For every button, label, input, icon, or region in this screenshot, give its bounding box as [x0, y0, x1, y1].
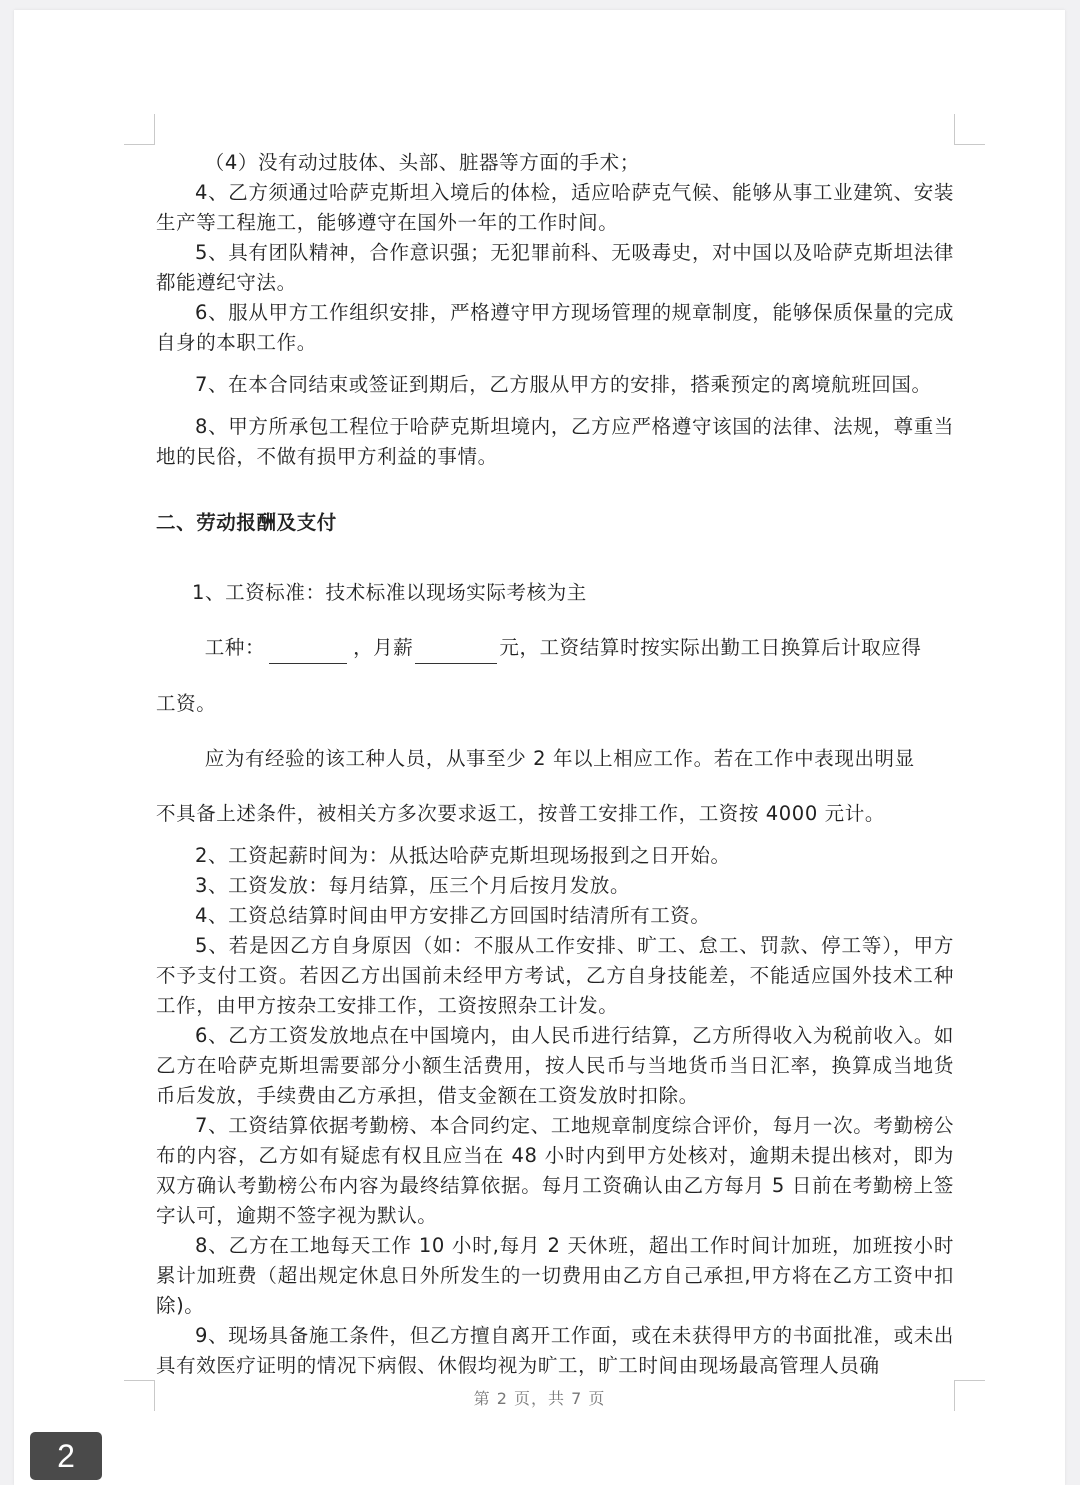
wage-item-5: 5、若是因乙方自身原因（如：不服从工作安排、旷工、怠工、罚款、停工等），甲方不予支付工资。若因乙方出国前未经甲方考试，乙方自身技能差，不能适应国外技术工种工作，由甲方按杂工安排工作，工资按照杂工计发。 [156, 934, 954, 1017]
experience-line-2: 不具备上述条件，被相关方多次要求返工，按普工安排工作，工资按 4000 元计。 [156, 802, 885, 825]
wage-item-6: 6、乙方工资发放地点在中国境内，由人民币进行结算，乙方所得收入为税前收入。如乙方在哈萨克斯坦需要部分小额生活费用，按人民币与当地货币当日汇率，换算成当地货币后发放，手续费由乙方承担，借支金额在工资发放时扣除。 [156, 1024, 954, 1107]
section-heading-remuneration: 二、劳动报酬及支付 [156, 511, 337, 534]
paragraph-item-4: 4、乙方须通过哈萨克斯坦入境后的体检，适应哈萨克气候、能够从事工业建筑、安装生产等工程施工，能够遵守在国外一年的工作时间。 [156, 181, 954, 234]
paragraph-item-5: 5、具有团队精神，合作意识强；无犯罪前科、无吸毒史，对中国以及哈萨克斯坦法律都能遵纪守法。 [156, 241, 954, 294]
salary-blank [415, 633, 497, 664]
salary-suffix: 元，工资结算时按实际出勤工日换算后计取应得 [499, 636, 922, 659]
wage-item-2: 2、工资起薪时间为：从抵达哈萨克斯坦现场报到之日开始。 [195, 844, 731, 867]
wage-item-8: 8、乙方在工地每天工作 10 小时,每月 2 天休班，超出工作时间计加班，加班按小时累计加班费（超出规定休息日外所发生的一切费用由乙方自己承担,甲方将在乙方工资中扣除)。 [156, 1234, 954, 1317]
salary-label: ，月薪 [353, 636, 414, 659]
job-label: 工种： [204, 636, 266, 659]
document-body [156, 148, 954, 1381]
wage-item-4: 4、工资总结算时间由甲方安排乙方回国时结清所有工资。 [195, 904, 711, 927]
document-page [14, 10, 1065, 1485]
job-blank [269, 633, 347, 664]
wage-item-3: 3、工资发放：每月结算，压三个月后按月发放。 [195, 874, 631, 897]
crop-mark-top-right [954, 114, 985, 145]
paragraph-item-8: 8、甲方所承包工程位于哈萨克斯坦境内，乙方应严格遵守该国的法律、法规，尊重当地的民俗，不做有损甲方利益的事情。 [156, 415, 954, 468]
paragraph-item-7: 7、在本合同结束或签证到期后，乙方服从甲方的安排，搭乘预定的离境航班回国。 [195, 373, 932, 396]
wage-item-7: 7、工资结算依据考勤榜、本合同约定、工地规章制度综合评价，每月一次。考勤榜公布的内容，乙方如有疑虑有权且应当在 48 小时内到甲方处核对，逾期未提出核对，即为双方确认考勤榜公布内容为最终结算依据。每月工资确认由乙方每月 5 日前在考勤榜上签字认可，逾期不签字视为默认。 [156, 1114, 954, 1227]
wage-standard-line: 1、工资标准：技术标准以现场实际考核为主 [192, 581, 587, 604]
crop-mark-top-left [124, 114, 155, 145]
job-salary-line [156, 633, 954, 664]
page-number-badge: 2 [30, 1432, 102, 1480]
paragraph-item-6: 6、服从甲方工作组织安排，严格遵守甲方现场管理的规章制度，能够保质保量的完成自身的本职工作。 [156, 301, 954, 354]
paragraph-condition-4: （4）没有动过肢体、头部、脏器等方面的手术； [204, 151, 640, 174]
job-salary-continuation: 工资。 [156, 692, 217, 715]
wage-item-9: 9、现场具备施工条件，但乙方擅自离开工作面，或在未获得甲方的书面批准，或未出具有效医疗证明的情况下病假、休假均视为旷工，旷工时间由现场最高管理人员确 [156, 1324, 954, 1377]
page-footer: 第 2 页，共 7 页 [473, 1389, 606, 1408]
experience-line-1: 应为有经验的该工种人员，从事至少 2 年以上相应工作。若在工作中表现出明显 [204, 747, 915, 770]
